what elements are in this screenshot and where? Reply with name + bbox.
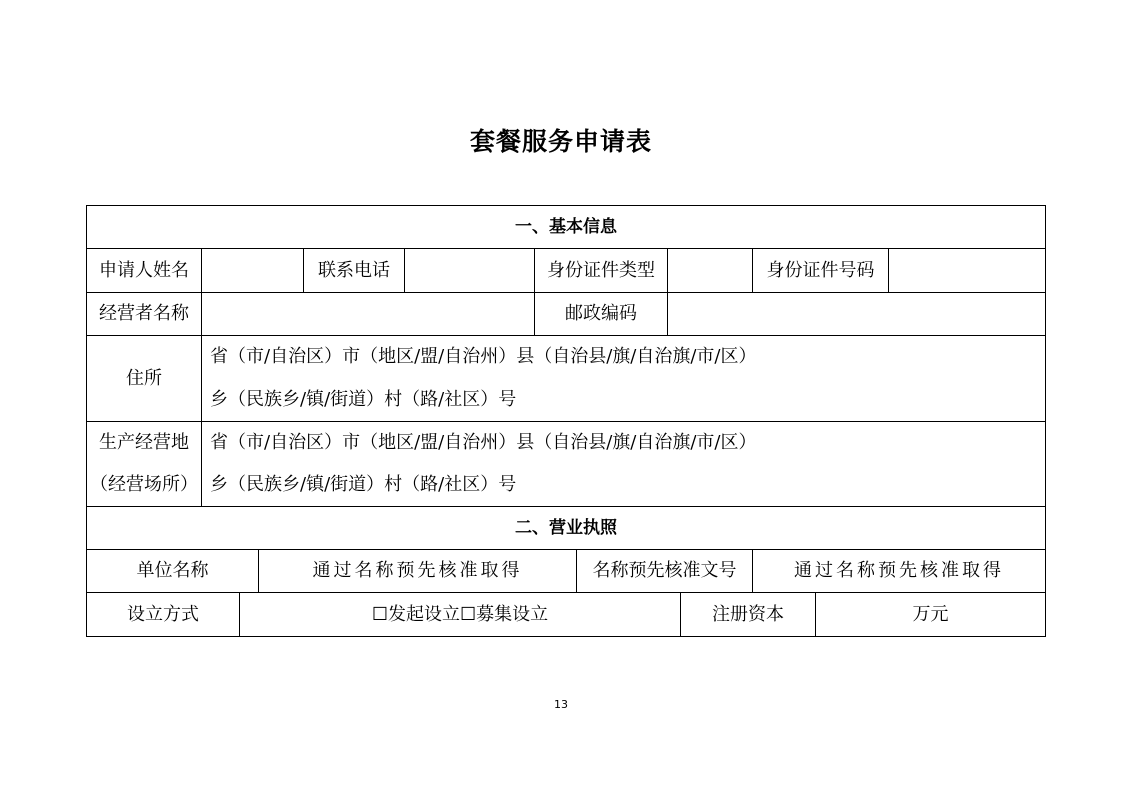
applicant-name-label: 申请人姓名 xyxy=(87,249,202,293)
business-place-label-line-2: （经营场所） xyxy=(90,474,198,495)
id-number-field[interactable] xyxy=(889,249,1045,293)
business-place-label xyxy=(87,422,202,507)
business-place-line-1: 省（市/自治区）市（地区/盟/自治州）县（自治县/旗/自治旗/市/区） xyxy=(210,432,757,453)
business-place-label-line-1: 生产经营地 xyxy=(99,432,189,453)
business-place-field[interactable] xyxy=(202,422,1045,507)
registered-capital-field[interactable]: 万元 xyxy=(912,603,949,625)
unit-name-field[interactable]: 通过名称预先核准取得 xyxy=(259,550,577,593)
residence-field[interactable] xyxy=(202,336,1045,422)
page-number: 13 xyxy=(554,698,568,711)
postcode-label: 邮政编码 xyxy=(535,293,668,336)
residence-line-1: 省（市/自治区）市（地区/盟/自治州）县（自治县/旗/自治旗/市/区） xyxy=(210,346,757,368)
business-place-line-2: 乡（民族乡/镇/街道）村（路/社区）号 xyxy=(210,474,517,495)
establish-method-label: 设立方式 xyxy=(87,593,240,636)
id-type-label: 身份证件类型 xyxy=(535,249,668,293)
registered-capital-label: 注册资本 xyxy=(681,593,816,636)
unit-name-label: 单位名称 xyxy=(87,550,259,593)
approval-number-field[interactable]: 通过名称预先核准取得 xyxy=(753,550,1045,593)
id-type-field[interactable] xyxy=(668,249,753,293)
section-business-license-heading: 二、营业执照 xyxy=(87,507,1045,550)
operator-name-field[interactable] xyxy=(202,293,535,336)
id-number-label: 身份证件号码 xyxy=(753,249,889,293)
residence-line-2: 乡（民族乡/镇/街道）村（路/社区）号 xyxy=(210,388,517,410)
approval-number-label: 名称预先核准文号 xyxy=(577,550,753,593)
phone-label: 联系电话 xyxy=(304,249,405,293)
postcode-field[interactable] xyxy=(668,293,1045,336)
applicant-name-field[interactable] xyxy=(202,249,304,293)
phone-field[interactable] xyxy=(405,249,535,293)
residence-label: 住所 xyxy=(87,336,202,422)
section-basic-info-heading: 一、基本信息 xyxy=(87,206,1045,249)
page-title: 套餐服务申请表 xyxy=(469,127,652,156)
operator-name-label: 经营者名称 xyxy=(87,293,202,336)
establish-method-options[interactable]: ☐发起设立☐募集设立 xyxy=(240,593,681,636)
application-form-table xyxy=(86,205,1046,637)
